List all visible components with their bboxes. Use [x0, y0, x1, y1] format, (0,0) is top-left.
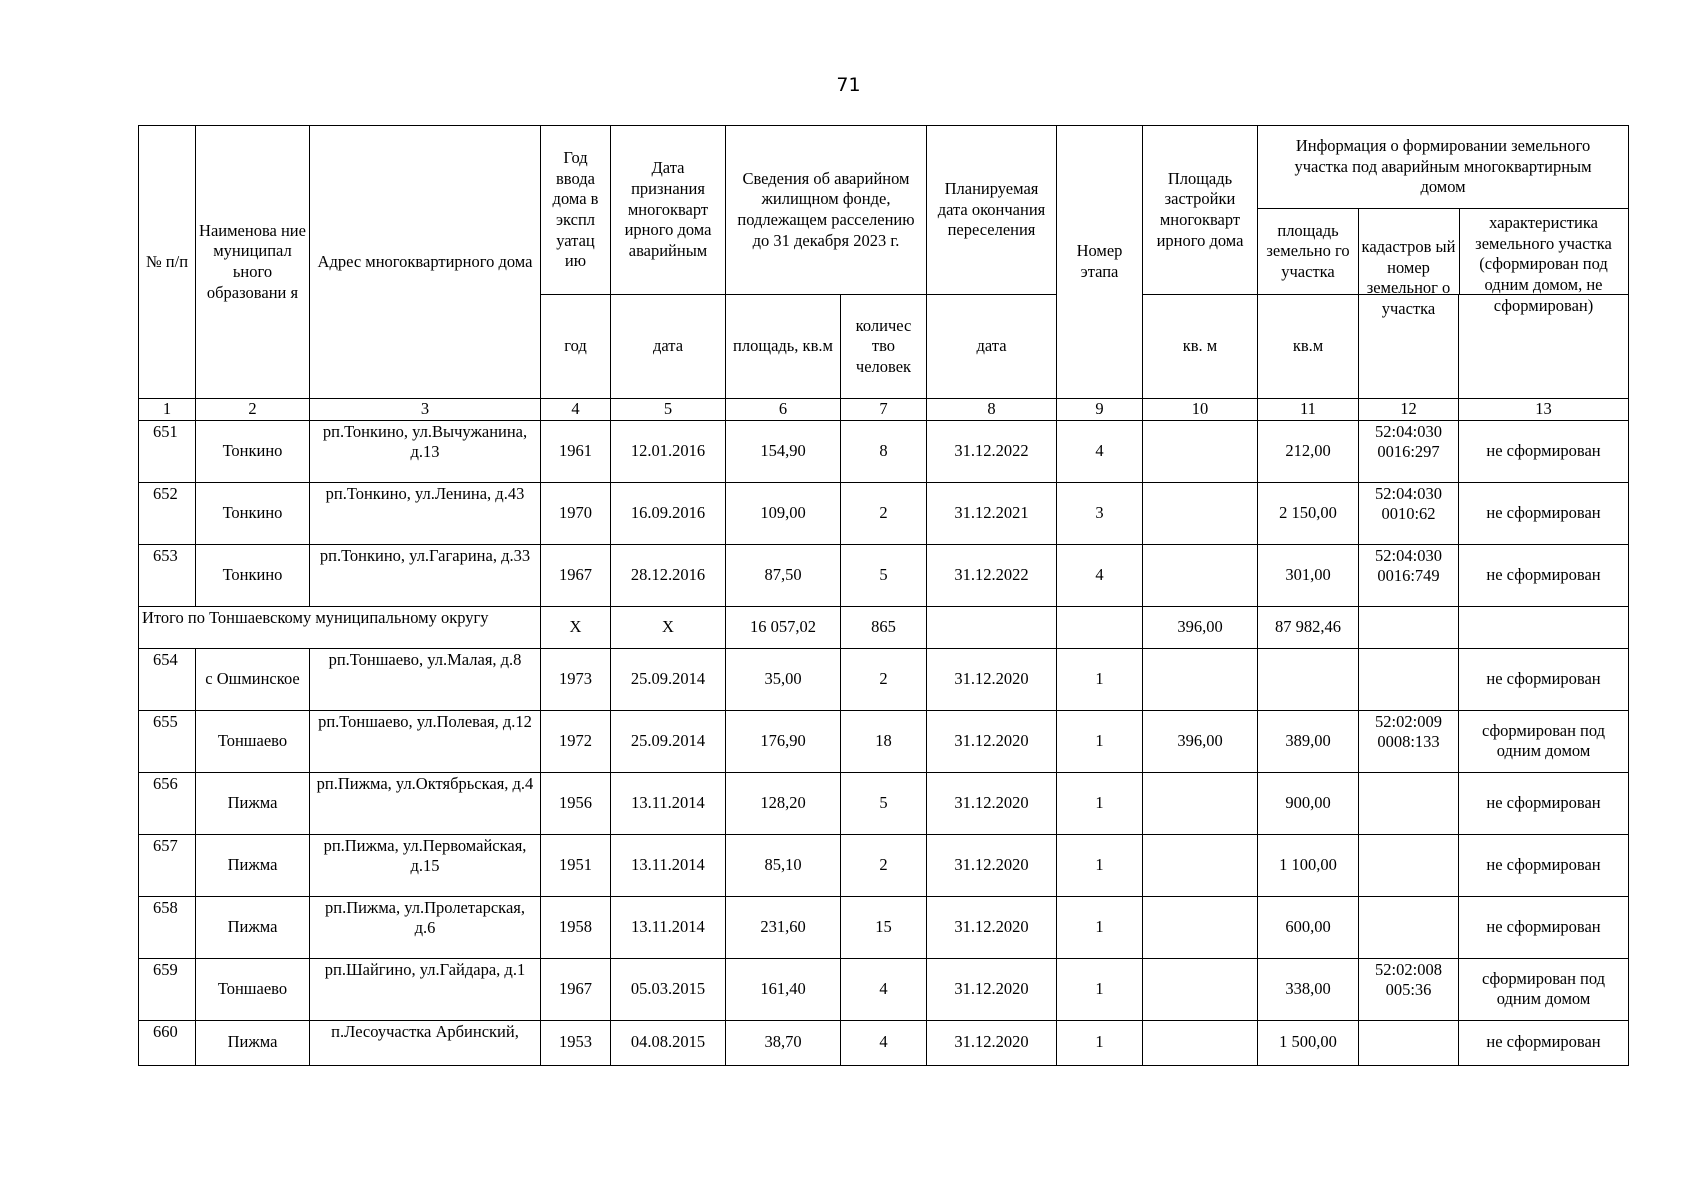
- recognition-date: 13.11.2014: [611, 772, 726, 834]
- unit-people: количес тво человек: [841, 295, 927, 399]
- housing-table: [138, 125, 1629, 1066]
- table-body: [139, 126, 1629, 1066]
- building-area: [1143, 958, 1258, 1020]
- total-date: X: [611, 606, 726, 648]
- year: 1956: [541, 772, 611, 834]
- column-number: 9: [1057, 399, 1143, 421]
- address: рп.Пижма, ул.Пролетарская, д.6: [310, 896, 541, 958]
- building-area: 396,00: [1143, 710, 1258, 772]
- area: 87,50: [726, 544, 841, 606]
- header-year: Год ввода дома в экспл уатац ию: [541, 126, 611, 295]
- year: 1970: [541, 482, 611, 544]
- year: 1972: [541, 710, 611, 772]
- municipality: Тоншаево: [196, 710, 310, 772]
- land-area: 900,00: [1258, 772, 1359, 834]
- unit-plan-date: дата: [927, 295, 1057, 399]
- municipality: Пижма: [196, 772, 310, 834]
- total-area: 16 057,02: [726, 606, 841, 648]
- plan-date: 31.12.2020: [927, 958, 1057, 1020]
- column-number: 6: [726, 399, 841, 421]
- address: рп.Тонкино, ул.Гагарина, д.33: [310, 544, 541, 606]
- address: рп.Тонкино, ул.Вычужанина, д.13: [310, 420, 541, 482]
- row-number: 652: [139, 482, 196, 544]
- header-emergency-fund: Сведения об аварийном жилищном фонде, подлежащем расселению до 31 декабря 2023 г.: [726, 126, 927, 295]
- people: 5: [841, 544, 927, 606]
- table-row: [139, 834, 1629, 896]
- recognition-date: 05.03.2015: [611, 958, 726, 1020]
- column-numbers-row: [139, 399, 1629, 421]
- year: 1953: [541, 1020, 611, 1065]
- column-number: 1: [139, 399, 196, 421]
- address: рп.Тоншаево, ул.Малая, д.8: [310, 648, 541, 710]
- building-area: [1143, 896, 1258, 958]
- table-row: [139, 482, 1629, 544]
- people: 5: [841, 772, 927, 834]
- column-number: 2: [196, 399, 310, 421]
- people: 2: [841, 648, 927, 710]
- land-status: не сформирован: [1459, 544, 1629, 606]
- land-area: 301,00: [1258, 544, 1359, 606]
- cadastral-number: 52:04:030 0016:749: [1359, 544, 1459, 606]
- address: рп.Пижма, ул.Октябрьская, д.4: [310, 772, 541, 834]
- land-status: не сформирован: [1459, 1020, 1629, 1065]
- total-status: [1459, 606, 1629, 648]
- address: рп.Тонкино, ул.Ленина, д.43: [310, 482, 541, 544]
- building-area: [1143, 648, 1258, 710]
- recognition-date: 25.09.2014: [611, 710, 726, 772]
- land-area: 2 150,00: [1258, 482, 1359, 544]
- table-row: [139, 958, 1629, 1020]
- recognition-date: 13.11.2014: [611, 834, 726, 896]
- header-recognition-date: Дата признания многокварт ирного дома аварийным: [611, 126, 726, 295]
- people: 4: [841, 958, 927, 1020]
- municipality: Тонкино: [196, 544, 310, 606]
- unit-land-area: кв.м: [1258, 295, 1359, 399]
- column-number: 3: [310, 399, 541, 421]
- total-label: Итого по Тоншаевскому муниципальному округу: [139, 606, 541, 648]
- land-area: 338,00: [1258, 958, 1359, 1020]
- stage: 4: [1057, 420, 1143, 482]
- cadastral-number: [1359, 1020, 1459, 1065]
- municipality: Пижма: [196, 896, 310, 958]
- recognition-date: 25.09.2014: [611, 648, 726, 710]
- header-municipality: Наименова ние муниципал ьного образовани я: [196, 126, 310, 399]
- year: 1961: [541, 420, 611, 482]
- stage: 1: [1057, 834, 1143, 896]
- people: 4: [841, 1020, 927, 1065]
- people: 2: [841, 834, 927, 896]
- total-row: [139, 606, 1629, 648]
- unit-date: дата: [611, 295, 726, 399]
- row-number: 655: [139, 710, 196, 772]
- building-area: [1143, 544, 1258, 606]
- header-characteristic: характеристика земельного участка (сформирован под одним домом, не сформирован): [1459, 295, 1629, 399]
- year: 1967: [541, 958, 611, 1020]
- stage: 1: [1057, 772, 1143, 834]
- header-address: Адрес многоквартирного дома: [310, 126, 541, 399]
- column-number: 4: [541, 399, 611, 421]
- total-stage: [1057, 606, 1143, 648]
- land-status: не сформирован: [1459, 648, 1629, 710]
- land-area: [1258, 648, 1359, 710]
- row-number: 654: [139, 648, 196, 710]
- table-row: [139, 710, 1629, 772]
- recognition-date: 16.09.2016: [611, 482, 726, 544]
- land-area: 1 100,00: [1258, 834, 1359, 896]
- table-row: [139, 648, 1629, 710]
- recognition-date: 04.08.2015: [611, 1020, 726, 1065]
- land-status: не сформирован: [1459, 834, 1629, 896]
- cadastral-number: 52:04:030 0016:297: [1359, 420, 1459, 482]
- year: 1967: [541, 544, 611, 606]
- address: п.Лесоучастка Арбинский,: [310, 1020, 541, 1065]
- total-building-area: 396,00: [1143, 606, 1258, 648]
- land-area: 212,00: [1258, 420, 1359, 482]
- area: 35,00: [726, 648, 841, 710]
- stage: 1: [1057, 710, 1143, 772]
- municipality: с Ошминское: [196, 648, 310, 710]
- header-number: № п/п: [139, 126, 196, 399]
- land-area: 600,00: [1258, 896, 1359, 958]
- cadastral-number: 52:02:009 0008:133: [1359, 710, 1459, 772]
- plan-date: 31.12.2022: [927, 420, 1057, 482]
- recognition-date: 13.11.2014: [611, 896, 726, 958]
- land-status: не сформирован: [1459, 896, 1629, 958]
- municipality: Пижма: [196, 834, 310, 896]
- total-people: 865: [841, 606, 927, 648]
- header-land-info-title: Информация о формировании земельного участка под аварийным многоквартирным домом: [1258, 126, 1628, 209]
- table-row: [139, 772, 1629, 834]
- year: 1973: [541, 648, 611, 710]
- unit-building-area: кв. м: [1143, 295, 1258, 399]
- cadastral-number: [1359, 648, 1459, 710]
- cadastral-number: 52:04:030 0010:62: [1359, 482, 1459, 544]
- address: рп.Пижма, ул.Первомайская, д.15: [310, 834, 541, 896]
- total-land-area: 87 982,46: [1258, 606, 1359, 648]
- page-number: 71: [836, 74, 861, 96]
- building-area: [1143, 772, 1258, 834]
- stage: 4: [1057, 544, 1143, 606]
- cadastral-number: [1359, 896, 1459, 958]
- column-number: 7: [841, 399, 927, 421]
- area: 176,90: [726, 710, 841, 772]
- header-cadastral: кадастров ый номер земельног о участка: [1359, 295, 1459, 399]
- address: рп.Тоншаево, ул.Полевая, д.12: [310, 710, 541, 772]
- cadastral-number: [1359, 834, 1459, 896]
- table-row: [139, 420, 1629, 482]
- table-row: [139, 544, 1629, 606]
- plan-date: 31.12.2022: [927, 544, 1057, 606]
- plan-date: 31.12.2020: [927, 772, 1057, 834]
- area: 109,00: [726, 482, 841, 544]
- total-plan: [927, 606, 1057, 648]
- building-area: [1143, 834, 1258, 896]
- land-area: 389,00: [1258, 710, 1359, 772]
- column-number: 10: [1143, 399, 1258, 421]
- total-cadastral: [1359, 606, 1459, 648]
- people: 8: [841, 420, 927, 482]
- row-number: 660: [139, 1020, 196, 1065]
- plan-date: 31.12.2021: [927, 482, 1057, 544]
- stage: 3: [1057, 482, 1143, 544]
- unit-year: год: [541, 295, 611, 399]
- land-status: не сформирован: [1459, 420, 1629, 482]
- plan-date: 31.12.2020: [927, 710, 1057, 772]
- plan-date: 31.12.2020: [927, 834, 1057, 896]
- column-number: 12: [1359, 399, 1459, 421]
- municipality: Тоншаево: [196, 958, 310, 1020]
- land-status: сформирован под одним домом: [1459, 710, 1629, 772]
- area: 154,90: [726, 420, 841, 482]
- row-number: 658: [139, 896, 196, 958]
- stage: 1: [1057, 958, 1143, 1020]
- land-area: 1 500,00: [1258, 1020, 1359, 1065]
- plan-date: 31.12.2020: [927, 1020, 1057, 1065]
- area: 38,70: [726, 1020, 841, 1065]
- column-number: 13: [1459, 399, 1629, 421]
- table-row: [139, 1020, 1629, 1065]
- year: 1951: [541, 834, 611, 896]
- cadastral-number: [1359, 772, 1459, 834]
- column-number: 11: [1258, 399, 1359, 421]
- row-number: 657: [139, 834, 196, 896]
- building-area: [1143, 1020, 1258, 1065]
- building-area: [1143, 482, 1258, 544]
- municipality: Тонкино: [196, 420, 310, 482]
- total-year: X: [541, 606, 611, 648]
- area: 161,40: [726, 958, 841, 1020]
- area: 128,20: [726, 772, 841, 834]
- year: 1958: [541, 896, 611, 958]
- unit-area: площадь, кв.м: [726, 295, 841, 399]
- people: 2: [841, 482, 927, 544]
- municipality: Тонкино: [196, 482, 310, 544]
- land-status: не сформирован: [1459, 772, 1629, 834]
- people: 15: [841, 896, 927, 958]
- header-planned-date: Планируемая дата окончания переселения: [927, 126, 1057, 295]
- plan-date: 31.12.2020: [927, 896, 1057, 958]
- stage: 1: [1057, 648, 1143, 710]
- area: 231,60: [726, 896, 841, 958]
- stage: 1: [1057, 896, 1143, 958]
- header-stage: Номер этапа: [1057, 126, 1143, 399]
- area: 85,10: [726, 834, 841, 896]
- row-number: 656: [139, 772, 196, 834]
- cadastral-number: 52:02:008 005:36: [1359, 958, 1459, 1020]
- land-status: сформирован под одним домом: [1459, 958, 1629, 1020]
- land-status: не сформирован: [1459, 482, 1629, 544]
- column-number: 5: [611, 399, 726, 421]
- address: рп.Шайгино, ул.Гайдара, д.1: [310, 958, 541, 1020]
- header-building-area: Площадь застройки многокварт ирного дома: [1143, 126, 1258, 295]
- recognition-date: 28.12.2016: [611, 544, 726, 606]
- header-land-area: площадь земельно го участка: [1258, 209, 1359, 294]
- row-number: 659: [139, 958, 196, 1020]
- column-number: 8: [927, 399, 1057, 421]
- stage: 1: [1057, 1020, 1143, 1065]
- people: 18: [841, 710, 927, 772]
- table-row: [139, 896, 1629, 958]
- plan-date: 31.12.2020: [927, 648, 1057, 710]
- municipality: Пижма: [196, 1020, 310, 1065]
- recognition-date: 12.01.2016: [611, 420, 726, 482]
- row-number: 651: [139, 420, 196, 482]
- row-number: 653: [139, 544, 196, 606]
- building-area: [1143, 420, 1258, 482]
